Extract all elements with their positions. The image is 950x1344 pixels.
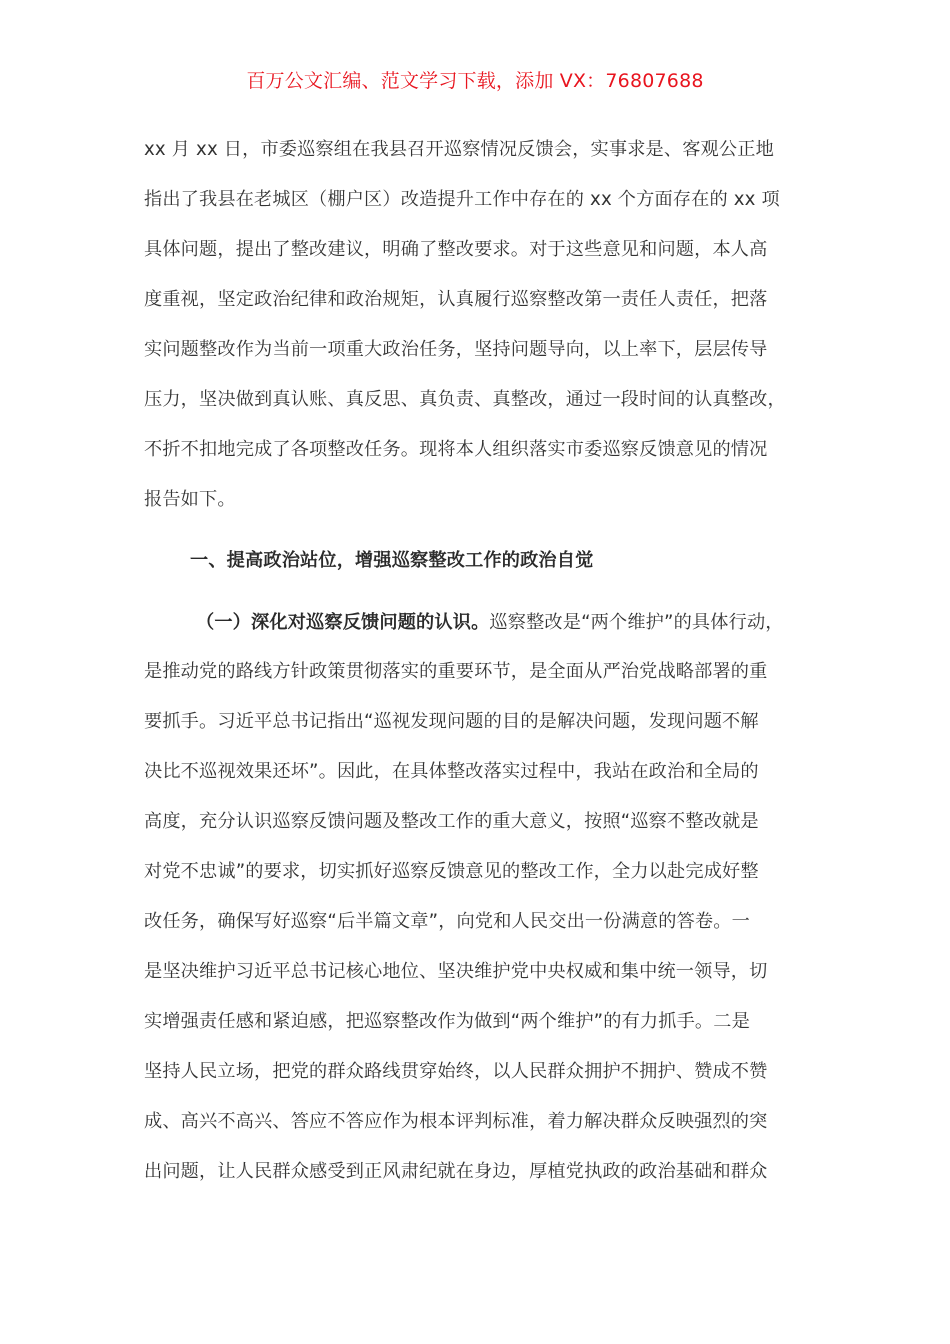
text-line: 不折不扣地完成了各项整改任务。现将本人组织落实市委巡察反馈意见的情况 [144, 439, 768, 460]
text-line: 高度，充分认识巡察反馈问题及整改工作的重大意义，按照“巡察不整改就是 [144, 811, 759, 832]
text-line: 是推动党的路线方针政策贯彻落实的重要环节，是全面从严治党战略部署的重 [144, 661, 768, 682]
subsection-first-line [196, 610, 856, 636]
text-line: 对党不忠诚”的要求，切实抓好巡察反馈意见的整改工作，全力以赴完成好整 [144, 861, 759, 882]
text-line: 决比不巡视效果还坏”。因此，在具体整改落实过程中，我站在政治和全局的 [144, 761, 759, 782]
text-line: 实问题整改作为当前一项重大政治任务，坚持问题导向，以上率下，层层传导 [144, 339, 768, 360]
text-line: xx 月 xx 日，市委巡察组在我县召开巡察情况反馈会，实事求是、客观公正地 [144, 139, 774, 160]
text-line: 出问题，让人民群众感受到正风肃纪就在身边，厚植党执政的政治基础和群众 [144, 1161, 768, 1182]
text-line: 压力，坚决做到真认账、真反思、真负责、真整改，通过一段时间的认真整改， [144, 389, 786, 410]
text-line: 要抓手。习近平总书记指出“巡视发现问题的目的是解决问题，发现问题不解 [144, 711, 759, 732]
text-line: 报告如下。 [144, 489, 236, 510]
text-line: 坚持人民立场，把党的群众路线贯穿始终，以人民群众拥护不拥护、赞成不赞 [144, 1061, 768, 1082]
text-line: 是坚决维护习近平总书记核心地位、坚决维护党中央权威和集中统一领导，切 [144, 961, 768, 982]
download-banner: 百万公文汇编、范文学习下载，添加 VX：76807688 [246, 70, 704, 92]
text-line: 指出了我县在老城区（棚户区）改造提升工作中存在的 xx 个方面存在的 xx 项 [144, 189, 780, 210]
text-line: 具体问题，提出了整改建议，明确了整改要求。对于这些意见和问题，本人高 [144, 239, 768, 260]
section-heading: 一、提高政治站位，增强巡察整改工作的政治自觉 [190, 550, 594, 571]
text-line: 实增强责任感和紧迫感，把巡察整改作为做到“两个维护”的有力抓手。二是 [144, 1011, 750, 1032]
text-line: 成、高兴不高兴、答应不答应作为根本评判标准，着力解决群众反映强烈的突 [144, 1111, 768, 1132]
subsection-title: （一）深化对巡察反馈问题的认识。 [196, 612, 490, 633]
text-run: 巡察整改是“两个维护”的具体行动， [489, 612, 784, 633]
text-line: 度重视，坚定政治纪律和政治规矩，认真履行巡察整改第一责任人责任，把落 [144, 289, 768, 310]
text-line: 改任务，确保写好巡察“后半篇文章”，向党和人民交出一份满意的答卷。一 [144, 911, 750, 932]
